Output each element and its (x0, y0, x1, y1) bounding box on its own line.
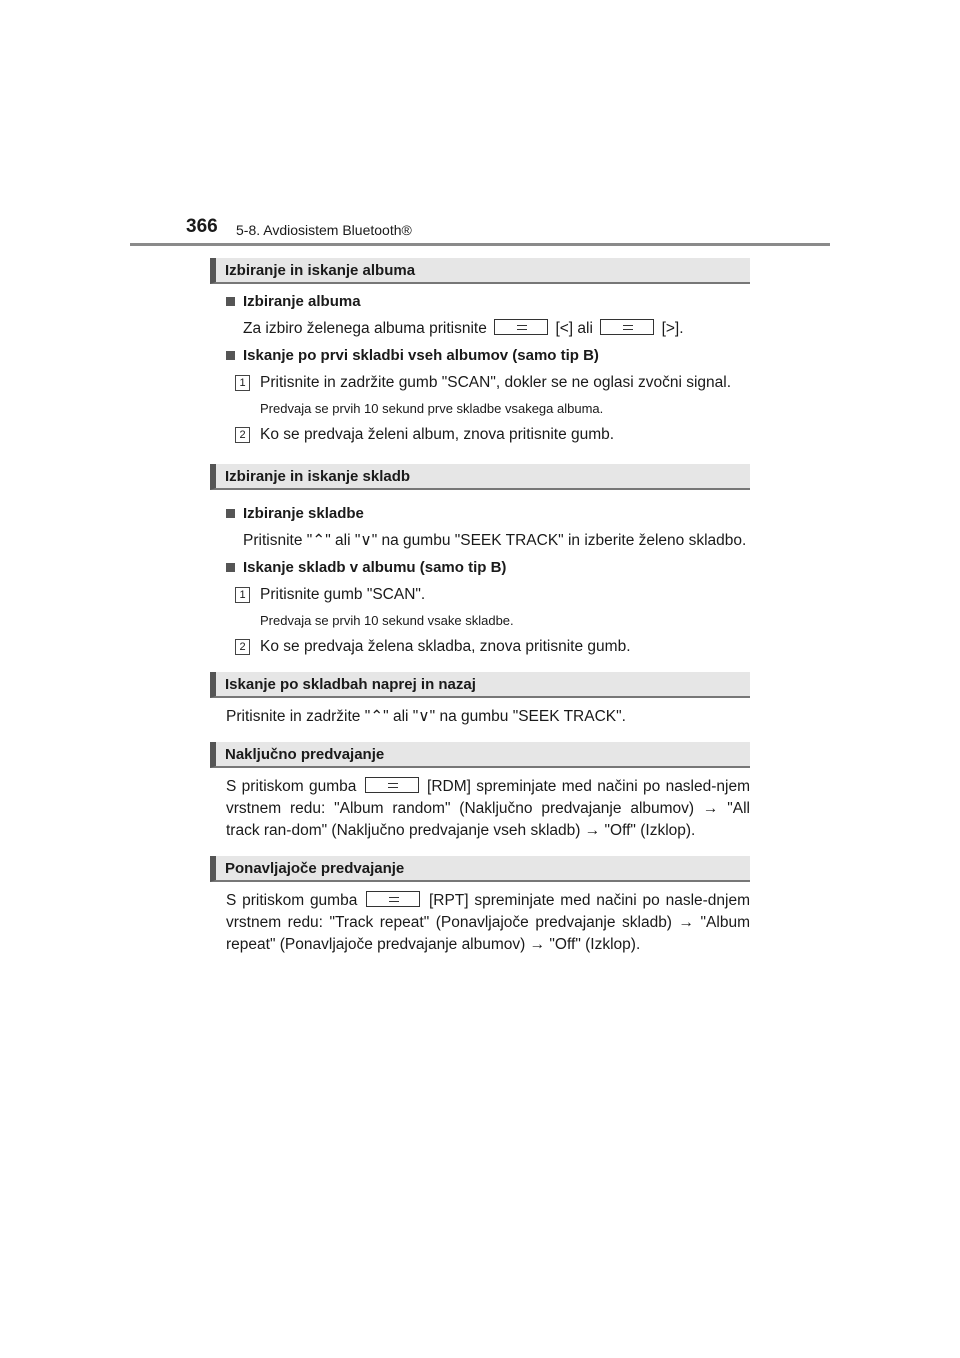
step-number-icon: 2 (235, 427, 250, 443)
square-bullet-icon (226, 509, 235, 518)
step-1 (210, 584, 750, 606)
step-text: Ko se predvaja želena skladba, znova pritisnite gumb. (260, 638, 631, 655)
step-1 (210, 372, 750, 394)
text: [RDM] spreminjate med načini po nasled-njem vrstnem redu: "Album random" (Naključno predvajanje albumov) → "All track ran-dom" (Naključno predvajanje vseh skladb) → "Off" (Izklop). (226, 778, 751, 839)
step-text: Ko se predvaja želeni album, znova pritisnite gumb. (260, 426, 615, 443)
header-rule (130, 243, 830, 246)
paragraph-fast-forward: Pritisnite in zadržite "⌃" ali "∨" na gumbu "SEEK TRACK". (226, 708, 626, 725)
text: S pritiskom gumba (226, 778, 357, 795)
step-text: Pritisnite gumb "SCAN". (260, 586, 426, 603)
square-bullet-icon (226, 563, 235, 572)
note: Predvaja se prvih 10 sekund prve skladbe vsakega albuma. (260, 401, 604, 416)
subheading-select-album (210, 292, 750, 312)
paragraph-select-track: Pritisnite "⌃" ali "∨" na gumbu "SEEK TRACK" in izberite želeno skladbo. (243, 532, 747, 549)
subheading-select-track (210, 504, 750, 524)
square-bullet-icon (226, 297, 235, 306)
subheading-scan-album (210, 558, 750, 578)
square-bullet-icon (226, 351, 235, 360)
subheading-first-track-search (210, 346, 750, 366)
button-icon (600, 319, 654, 335)
text: [<] ali (555, 320, 593, 337)
step-number-icon: 1 (235, 375, 250, 391)
button-icon (494, 319, 548, 335)
step-number-icon: 1 (235, 587, 250, 603)
subheading-text: Iskanje skladb v albumu (samo tip B) (243, 559, 507, 576)
page-content (210, 258, 750, 956)
step-number-icon: 2 (235, 639, 250, 655)
chapter-title: 5-8. Avdiosistem Bluetooth® (236, 222, 412, 238)
subheading-text: Izbiranje albuma (243, 293, 361, 310)
text: Za izbiro želenega albuma pritisnite (243, 320, 487, 337)
step-2 (210, 636, 750, 658)
section-heading-random-play: Naključno predvajanje (210, 742, 750, 768)
section-heading-album-search: Izbiranje in iskanje albuma (210, 258, 750, 284)
paragraph-random-play (210, 776, 750, 842)
text: [RPT] spreminjate med načini po nasle-dnjem vrstnem redu: "Track repeat" (Ponavljajoče predvajanje skladb) → "Album repeat" (Ponavljajoče predvajanje albumov) → "Off" (Izklop). (226, 892, 751, 953)
button-icon (365, 777, 419, 793)
section-heading-repeat-play: Ponavljajoče predvajanje (210, 856, 750, 882)
subheading-text: Iskanje po prvi skladbi vseh albumov (samo tip B) (243, 347, 599, 364)
subheading-text: Izbiranje skladbe (243, 505, 364, 522)
paragraph-select-album (210, 318, 750, 340)
note: Predvaja se prvih 10 sekund vsake skladbe. (260, 613, 514, 628)
step-text: Pritisnite in zadržite gumb "SCAN", dokler se ne oglasi zvočni signal. (260, 374, 732, 391)
paragraph-repeat-play (210, 890, 750, 956)
button-icon (366, 891, 420, 907)
step-2 (210, 424, 750, 446)
text: [>]. (661, 320, 684, 337)
text: S pritiskom gumba (226, 892, 358, 909)
section-heading-fast-forward: Iskanje po skladbah naprej in nazaj (210, 672, 750, 698)
page-number: 366 (186, 216, 218, 237)
section-heading-track-search: Izbiranje in iskanje skladb (210, 464, 750, 490)
